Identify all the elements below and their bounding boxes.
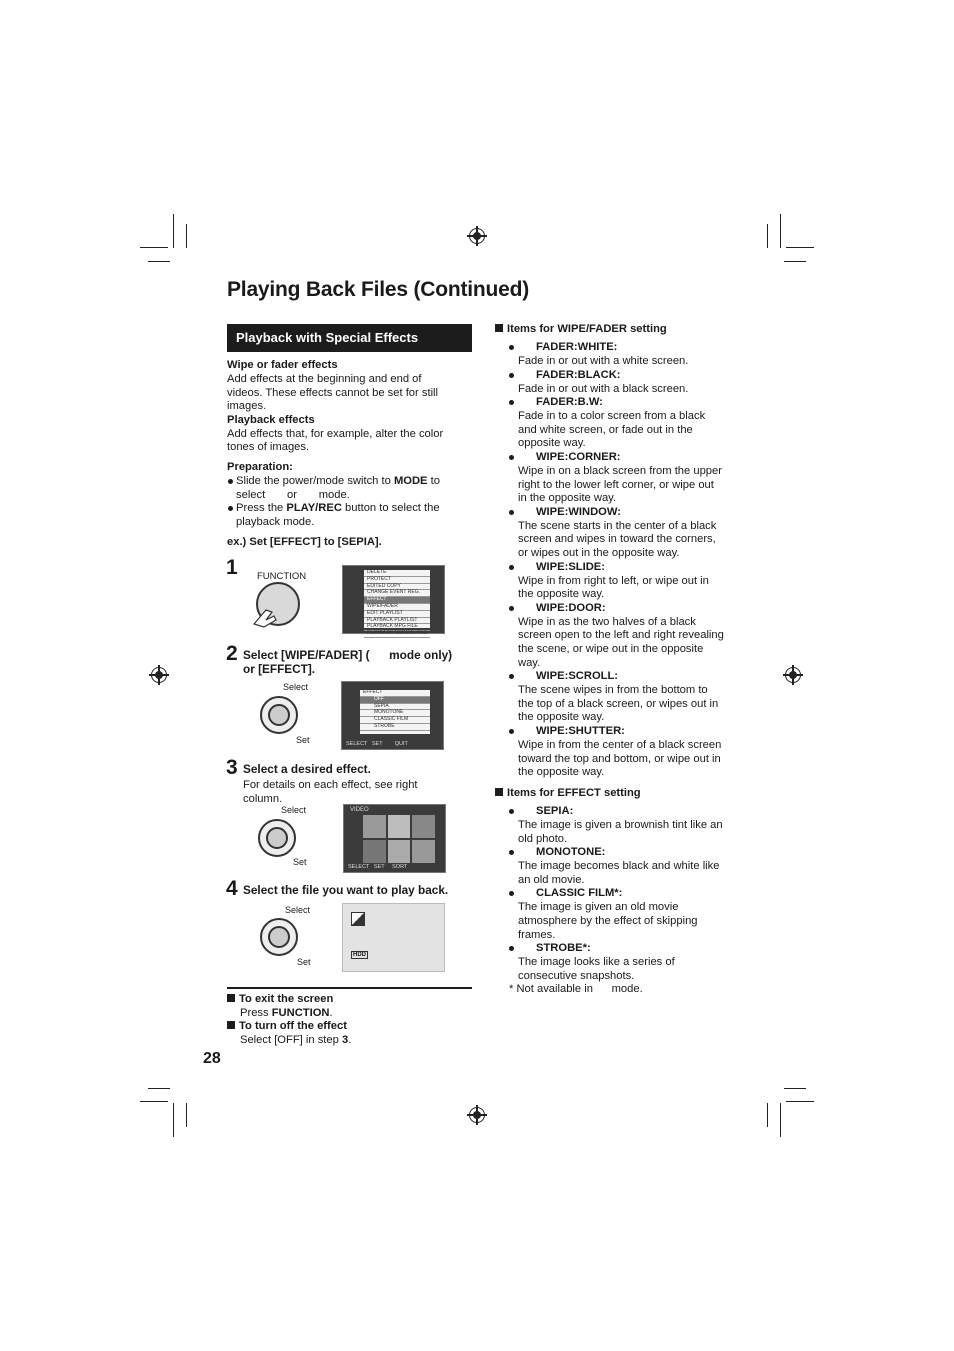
- item-name: WIPE:WINDOW:: [536, 505, 621, 518]
- crop-mark: [784, 261, 806, 262]
- item-description: The image is given an old movie: [518, 901, 679, 914]
- bullet-icon: [228, 506, 233, 511]
- item-name: SEPIA:: [536, 805, 574, 817]
- page-number: 28: [203, 1050, 221, 1067]
- item-description: the opposite way.: [518, 766, 605, 779]
- menu-item[interactable]: PLAYBACK NORMAL FILE: [364, 631, 430, 638]
- preparation-item: playback mode.: [236, 516, 315, 528]
- wipe-text: videos. These effects cannot be set for still: [227, 387, 439, 399]
- item-description: Fade in or out with a black screen.: [518, 382, 689, 395]
- item-description: atmosphere by the effect of skipping: [518, 915, 698, 927]
- set-label: Set: [297, 957, 311, 967]
- registration-mark-icon: [469, 1107, 485, 1123]
- effect-items-heading: Items for EFFECT setting: [495, 787, 641, 801]
- item-name: WIPE:SLIDE:: [536, 560, 605, 573]
- bullet-icon: [509, 565, 514, 570]
- step2-text: or [EFFECT].: [243, 662, 316, 676]
- playback-screen: [342, 903, 445, 972]
- exit-text: Press FUNCTION.: [240, 1007, 333, 1019]
- wipe-text: Add effects at the beginning and end of: [227, 373, 422, 385]
- item-description: screen and wipes in toward the corners,: [518, 533, 716, 546]
- menu-list: [364, 569, 430, 637]
- divider: [227, 987, 472, 989]
- item-name: MONOTONE:: [536, 846, 606, 859]
- wipe-items-heading: Items for WIPE/FADER setting: [495, 323, 667, 337]
- crop-mark: [784, 1088, 806, 1089]
- effect-menu-item[interactable]: MONOTONE: [360, 710, 430, 717]
- bullet-icon: [509, 455, 514, 460]
- step-number: 3: [226, 756, 238, 779]
- screen-footer: SELECT SET SORT: [348, 864, 408, 870]
- bullet-icon: [509, 345, 514, 350]
- crop-mark: [186, 224, 187, 248]
- menu-item[interactable]: DELETE: [364, 570, 430, 577]
- section-heading: Playback with Special Effects: [227, 324, 472, 352]
- bullet-icon: [509, 891, 514, 896]
- menu-screen-2: [341, 681, 444, 750]
- hdd-badge: HDD: [353, 952, 366, 958]
- item-name: WIPE:CORNER:: [536, 451, 621, 463]
- effect-list: [360, 697, 430, 731]
- crop-mark: [140, 1101, 168, 1102]
- crop-mark: [173, 1103, 174, 1137]
- bullet-icon: [228, 479, 233, 484]
- preparation-item: Press the PLAY/REC button to select the: [236, 502, 440, 514]
- item-description: The image is given a brownish tint like an: [518, 819, 723, 831]
- wipe-heading: Wipe or fader effects: [227, 359, 338, 371]
- example-label: ex.) Set [EFFECT] to [SEPIA].: [227, 536, 382, 548]
- item-description: frames.: [518, 928, 556, 941]
- item-description: toward the top and bottom, or wipe out in: [518, 752, 721, 765]
- item-description: an old movie.: [518, 873, 585, 886]
- crop-mark: [140, 247, 168, 248]
- item-description: old photo.: [518, 832, 568, 845]
- item-name: CLASSIC FILM*:: [536, 887, 623, 900]
- crop-mark: [767, 1103, 768, 1127]
- item-description: or wipes out in the opposite way.: [518, 547, 680, 559]
- wipe-text: images.: [227, 400, 267, 412]
- item-description: opposite way.: [518, 437, 586, 450]
- step3-text: Select a desired effect.: [243, 762, 371, 776]
- control-dial-icon: [260, 696, 298, 734]
- item-description: Wipe in as the two halves of a black: [518, 615, 696, 628]
- bullet-icon: [509, 946, 514, 951]
- item-description: The scene starts in the center of a black: [518, 519, 717, 532]
- bullet-icon: [509, 674, 514, 679]
- index-screen: [343, 804, 446, 873]
- control-dial-icon: [258, 819, 296, 857]
- menu-item[interactable]: PLAYBACK PLAYLIST: [364, 618, 430, 625]
- item-description: Fade in or out with a white screen.: [518, 355, 689, 367]
- step3-subtext: column.: [243, 793, 283, 805]
- registration-mark-icon: [785, 667, 801, 683]
- bullet-icon: [509, 606, 514, 611]
- item-name: FADER:B.W:: [536, 396, 603, 409]
- bullet-icon: [509, 809, 514, 814]
- registration-mark-icon: [151, 667, 167, 683]
- menu-list: [360, 690, 430, 734]
- menu-item[interactable]: PLAYBACK MPG FILE: [364, 624, 430, 631]
- bullet-icon: [509, 729, 514, 734]
- set-label: Set: [293, 857, 307, 867]
- item-name: WIPE:SCROLL:: [536, 670, 619, 683]
- exit-heading: To exit the screen: [227, 993, 333, 1007]
- item-description: Wipe in from the center of a black screen: [518, 739, 722, 751]
- step-number: 2: [226, 642, 238, 665]
- bullet-icon: [509, 373, 514, 378]
- item-description: Wipe in from right to left, or wipe out in: [518, 574, 709, 587]
- effect-menu-item[interactable]: OFF: [360, 697, 430, 704]
- item-description: Wipe in on a black screen from the upper: [518, 465, 722, 477]
- item-name: FADER:BLACK:: [536, 368, 621, 381]
- effect-icon: [351, 912, 365, 926]
- bullet-icon: [509, 850, 514, 855]
- crop-mark: [786, 1101, 814, 1102]
- item-description: the opposite way.: [518, 588, 605, 601]
- function-label: FUNCTION: [257, 571, 307, 582]
- select-label: Select: [285, 905, 311, 915]
- item-description: and white screen, or fade out in the: [518, 423, 693, 436]
- item-description: Fade in to a color screen from a black: [518, 410, 706, 423]
- preparation-item: Slide the power/mode switch to MODE to: [236, 475, 440, 487]
- preparation-item: select or mode.: [236, 489, 350, 501]
- item-description: The image becomes black and white like: [518, 860, 720, 873]
- item-description: the top of a black screen, or wipes out in: [518, 697, 719, 710]
- item-description: in the opposite way.: [518, 492, 617, 505]
- item-description: The image looks like a series of: [518, 956, 675, 969]
- step-number: 4: [226, 877, 238, 900]
- item-description: screen open to the left and right revealing: [518, 629, 724, 642]
- menu-item[interactable]: PROTECT: [364, 577, 430, 584]
- item-description: way.: [518, 656, 541, 669]
- preparation-heading: Preparation:: [227, 461, 293, 473]
- crop-mark: [786, 247, 814, 248]
- screen-footer: SELECT SET QUIT: [346, 741, 408, 747]
- crop-mark: [767, 224, 768, 248]
- thumbnail-grid: [363, 815, 435, 863]
- crop-mark: [173, 214, 174, 248]
- item-description: The scene wipes in from the bottom to: [518, 684, 708, 697]
- bullet-icon: [509, 510, 514, 515]
- step2-text: Select [WIPE/FADER] ( mode only): [243, 648, 453, 662]
- footnote: * Not available in mode.: [509, 983, 643, 995]
- index-title: VIDEO: [350, 807, 369, 813]
- playback-text: tones of images.: [227, 441, 310, 453]
- crop-mark: [186, 1103, 187, 1127]
- item-name: STROBE*:: [536, 942, 591, 955]
- off-text: Select [OFF] in step 3.: [240, 1034, 352, 1046]
- crop-mark: [780, 1103, 781, 1137]
- menu-item[interactable]: EFFECT: [364, 597, 430, 604]
- item-name: WIPE:DOOR:: [536, 601, 606, 614]
- crop-mark: [148, 1088, 170, 1089]
- registration-mark-icon: [469, 228, 485, 244]
- menu-item[interactable]: WIPE/FADER: [364, 604, 430, 611]
- off-heading: To turn off the effect: [227, 1020, 347, 1034]
- menu-item[interactable]: EDIT PLAYLIST: [364, 611, 430, 618]
- menu-item[interactable]: CHANGE EVENT REG.: [364, 590, 430, 597]
- menu-title: EFFECT: [360, 690, 430, 697]
- item-description: consecutive snapshots.: [518, 969, 635, 982]
- menu-item[interactable]: EDITED COPY: [364, 584, 430, 591]
- bullet-icon: [509, 400, 514, 405]
- step3-subtext: For details on each effect, see right: [243, 779, 418, 791]
- item-name: WIPE:SHUTTER:: [536, 725, 625, 737]
- crop-mark: [780, 214, 781, 248]
- effect-menu-item[interactable]: CLASSIC FILM: [360, 717, 430, 724]
- select-label: Select: [281, 805, 307, 815]
- hand-pointer-icon: [252, 600, 282, 628]
- playback-heading: Playback effects: [227, 414, 315, 426]
- item-name: FADER:WHITE:: [536, 341, 618, 353]
- select-label: Select: [283, 682, 309, 692]
- playback-text: Add effects that, for example, alter the color: [227, 428, 444, 440]
- item-description: the scene, or wipe out in the opposite: [518, 643, 704, 655]
- page-title: Playing Back Files (Continued): [227, 278, 530, 301]
- item-description: the opposite way.: [518, 711, 605, 724]
- step4-text: Select the file you want to play back.: [243, 883, 449, 897]
- step-number: 1: [226, 556, 238, 579]
- menu-screen-1: [342, 565, 445, 637]
- control-dial-icon: [260, 918, 298, 956]
- set-label: Set: [296, 735, 310, 745]
- effect-menu-item[interactable]: STROBE: [360, 724, 430, 731]
- crop-mark: [148, 261, 170, 262]
- effect-menu-item[interactable]: SEPIA: [360, 704, 430, 711]
- item-description: right to the lower left corner, or wipe out: [518, 478, 714, 491]
